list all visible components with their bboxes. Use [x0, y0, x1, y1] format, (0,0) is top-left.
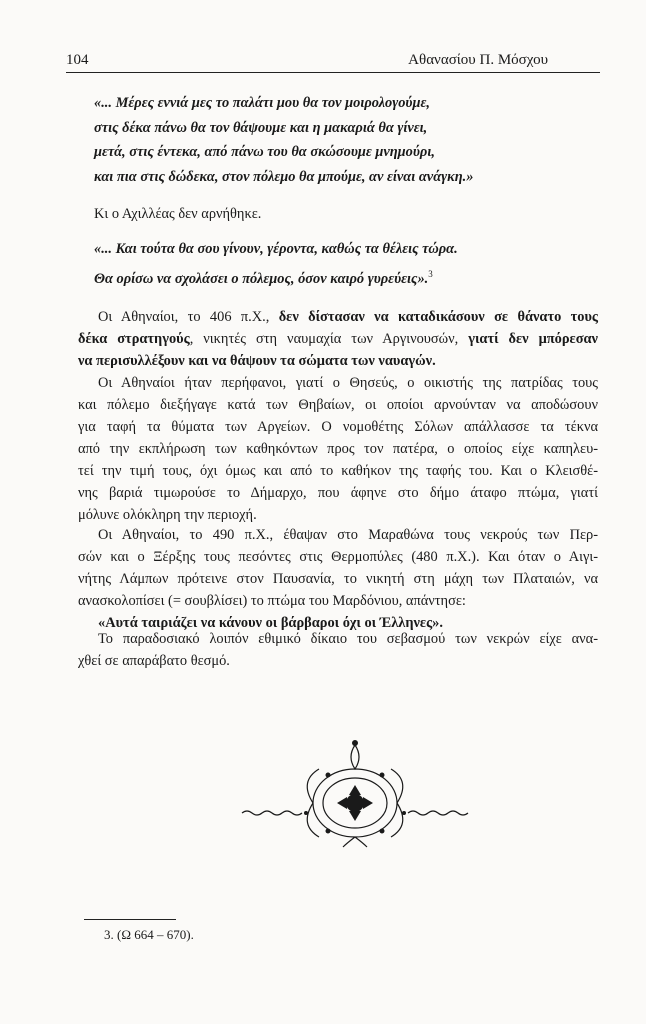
running-title: Αθανασίου Π. Μόσχου: [408, 52, 548, 68]
text-run: Οι Αθηναίοι, το 406 π.Χ.,: [98, 309, 279, 325]
footnote-marker: 3: [428, 268, 433, 279]
verse-line: [94, 262, 614, 291]
paragraph-line: [78, 306, 598, 328]
paragraph-line: νης βαριά τιμωρούσε το Δήμαρχο, που άφηνε στο δήμο άταφο πτώμα, γιατί: [78, 485, 598, 501]
paragraph-line: ανασκολοπίσει (= σουβλίσει) το πτώμα του Μαρδόνιου, απάντησε:: [78, 593, 466, 609]
paragraph-4: [78, 628, 598, 672]
paragraph-line: για ταφή τα θύματα των Αργείων. Ο νομοθέτης Σόλων απάλλασσε τα τέκνα: [78, 419, 598, 435]
bold-run: να περισυλλέξουν και να θάψουν τα σώματα των ναυαγών.: [78, 353, 436, 369]
paragraph-line: Το παραδοσιακό λοιπόν εθιμικό δίκαιο του σεβασμού των νεκρών είχε ανα-: [98, 631, 598, 647]
bold-run: γιατί δεν μπόρεσαν: [468, 331, 598, 347]
bold-run: «Αυτά ταιριάζει να κάνουν οι βάρβαροι όχι οι Έλληνες».: [98, 615, 443, 631]
paragraph-line: [78, 350, 598, 372]
verse-block-1: [94, 91, 614, 189]
paragraph-3: [78, 524, 598, 634]
verse-block-2: [94, 237, 614, 291]
paragraph-line: τεί την τιμή τους, όχι όμως και από το καθήκον της ταφής του. Και ο Κλεισθέ-: [78, 463, 598, 479]
paragraph-line: χθεί σε απαράβατο θεσμό.: [78, 653, 230, 669]
paragraph-line: μόλυνε ολόκληρη την περιοχή.: [78, 507, 257, 523]
footnote-rule: [84, 919, 176, 920]
paragraph-1: [78, 306, 598, 372]
paragraph-line: νήτης Λάμπων πρότεινε στον Παυσανία, το νικητή στη μάχη των Πλαταιών, να: [78, 571, 598, 587]
bold-run: δεν δίστασαν να καταδικάσουν σε θάνατο τους: [278, 309, 599, 325]
achilles-line: Κι ο Αχιλλέας δεν αρνήθηκε.: [94, 206, 262, 222]
paragraph-line: Οι Αθηναίοι, το 490 π.Χ., έθαψαν στο Μαραθώνα τους νεκρούς των Περ-: [98, 527, 598, 543]
decorative-ornament-icon: [240, 735, 470, 850]
page-number: 104: [66, 52, 89, 68]
verse-line: στις δέκα πάνω θα τον θάψουμε και η μακαριά θα γίνει,: [94, 119, 428, 136]
paragraph-line: και πόλεμο διεξήγαγε κατά των Θηβαίων, οι οποίοι αρνούνταν να αποδώσουν: [78, 397, 598, 413]
page-header: [66, 52, 600, 73]
verse-line: και πια στις δώδεκα, στον πόλεμο θα μπούμε, αν είναι ανάγκη.»: [94, 168, 474, 185]
verse-line: μετά, στις έντεκα, από πάνω του θα σκώσουμε μνημούρι,: [94, 144, 435, 160]
paragraph-line: Οι Αθηναίοι ήταν περήφανοι, γιατί ο Θησεύς, ο οικιστής της πατρίδας τους: [98, 375, 598, 391]
paragraph-line: από την εκπλήρωση των καθηκόντων προς τον πατέρα, ο οποίος είχε καπηλευ-: [78, 441, 598, 457]
bold-run: δέκα στρατηγούς: [78, 331, 190, 347]
verse-line-text: Θα ορίσω να σχολάσει ο πόλεμος, όσον καιρό γυρεύεις».: [94, 270, 429, 287]
verse-line: «... Μέρες εννιά μες το παλάτι μου θα τον μοιρολογούμε,: [94, 95, 430, 111]
paragraph-2: [78, 372, 598, 526]
paragraph-line: [78, 328, 598, 350]
footnote: 3. (Ω 664 – 670).: [104, 927, 194, 942]
paragraph-line: σών και ο Ξέρξης τους πεσόντες στις Θερμοπύλες (480 π.Χ.). Και όταν ο Αιγι-: [78, 549, 598, 565]
verse-line: «... Και τούτα θα σου γίνουν, γέροντα, καθώς τα θέλεις τώρα.: [94, 241, 458, 257]
text-run: , νικητές στη ναυμαχία των Αργινουσών,: [189, 331, 469, 347]
